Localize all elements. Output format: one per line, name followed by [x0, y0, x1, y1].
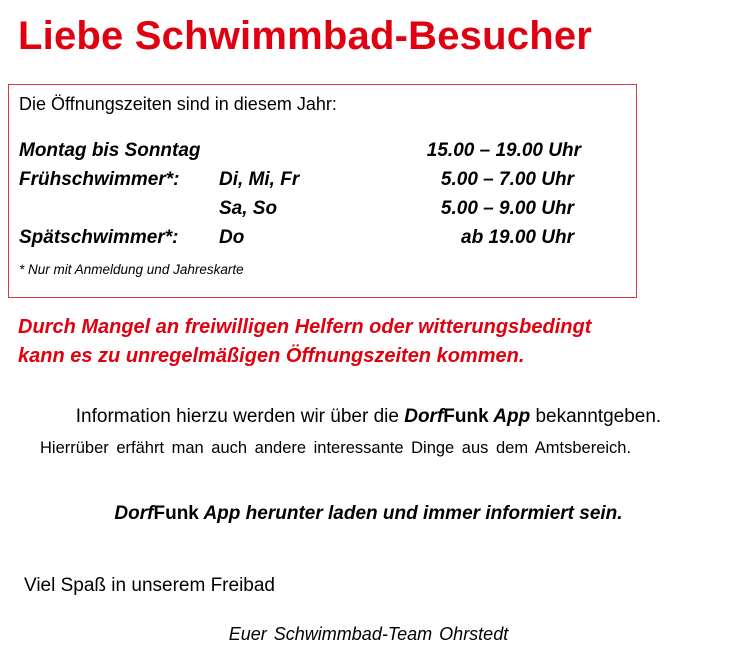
app-name-app: App	[488, 406, 531, 427]
download-call-to-action	[0, 503, 737, 525]
hours-row-days: Sa, So	[219, 198, 278, 219]
hours-row-early-weekend	[19, 198, 629, 224]
opening-hours-intro: Die Öffnungszeiten sind in diesem Jahr:	[19, 94, 337, 114]
hours-footnote: * Nur mit Anmeldung und Jahreskarte	[19, 262, 244, 277]
enjoy-message: Viel Spaß in unserem Freibad	[24, 575, 275, 596]
download-funk: Funk	[153, 503, 199, 524]
irregular-hours-warning	[18, 313, 591, 371]
hours-row-time: ab 19.00 Uhr	[461, 227, 574, 248]
app-info-text-before: Information hierzu werden wir über die	[75, 406, 405, 427]
app-info-subline: Hierrüber erfährt man auch andere interessante Dinge aus dem Amtsbereich.	[40, 439, 632, 457]
page-title: Liebe Schwimmbad-Besucher	[18, 14, 593, 58]
app-info-line	[0, 406, 737, 428]
download-rest: App herunter laden und immer informiert sein.	[198, 503, 623, 524]
warning-line-2: kann es zu unregelmäßigen Öffnungszeiten kommen.	[18, 345, 525, 367]
hours-row-late	[19, 227, 629, 253]
hours-row-early-weekdays	[19, 169, 629, 195]
hours-row-label: Montag bis Sonntag	[19, 140, 201, 161]
hours-row-time: 5.00 – 9.00 Uhr	[440, 198, 574, 219]
hours-row-label: Spätschwimmer*:	[19, 227, 179, 248]
hours-row-label: Frühschwimmer*:	[19, 169, 180, 190]
app-name-funk: Funk	[443, 406, 489, 427]
hours-row-time: 5.00 – 7.00 Uhr	[440, 169, 574, 190]
hours-row-days: Di, Mi, Fr	[219, 169, 300, 190]
hours-row-time: 15.00 – 19.00 Uhr	[426, 140, 581, 161]
app-info-text-after: bekanntgeben.	[530, 406, 662, 427]
download-dorf: Dorf	[114, 503, 154, 524]
signature: Euer Schwimmbad-Team Ohrstedt	[228, 624, 509, 644]
opening-hours-box	[8, 84, 637, 298]
hours-row-days: Do	[219, 227, 245, 248]
warning-line-1: Durch Mangel an freiwilligen Helfern oder witterungsbedingt	[18, 316, 592, 338]
app-name-dorf: Dorf	[404, 406, 444, 427]
hours-row-daily	[19, 140, 629, 166]
